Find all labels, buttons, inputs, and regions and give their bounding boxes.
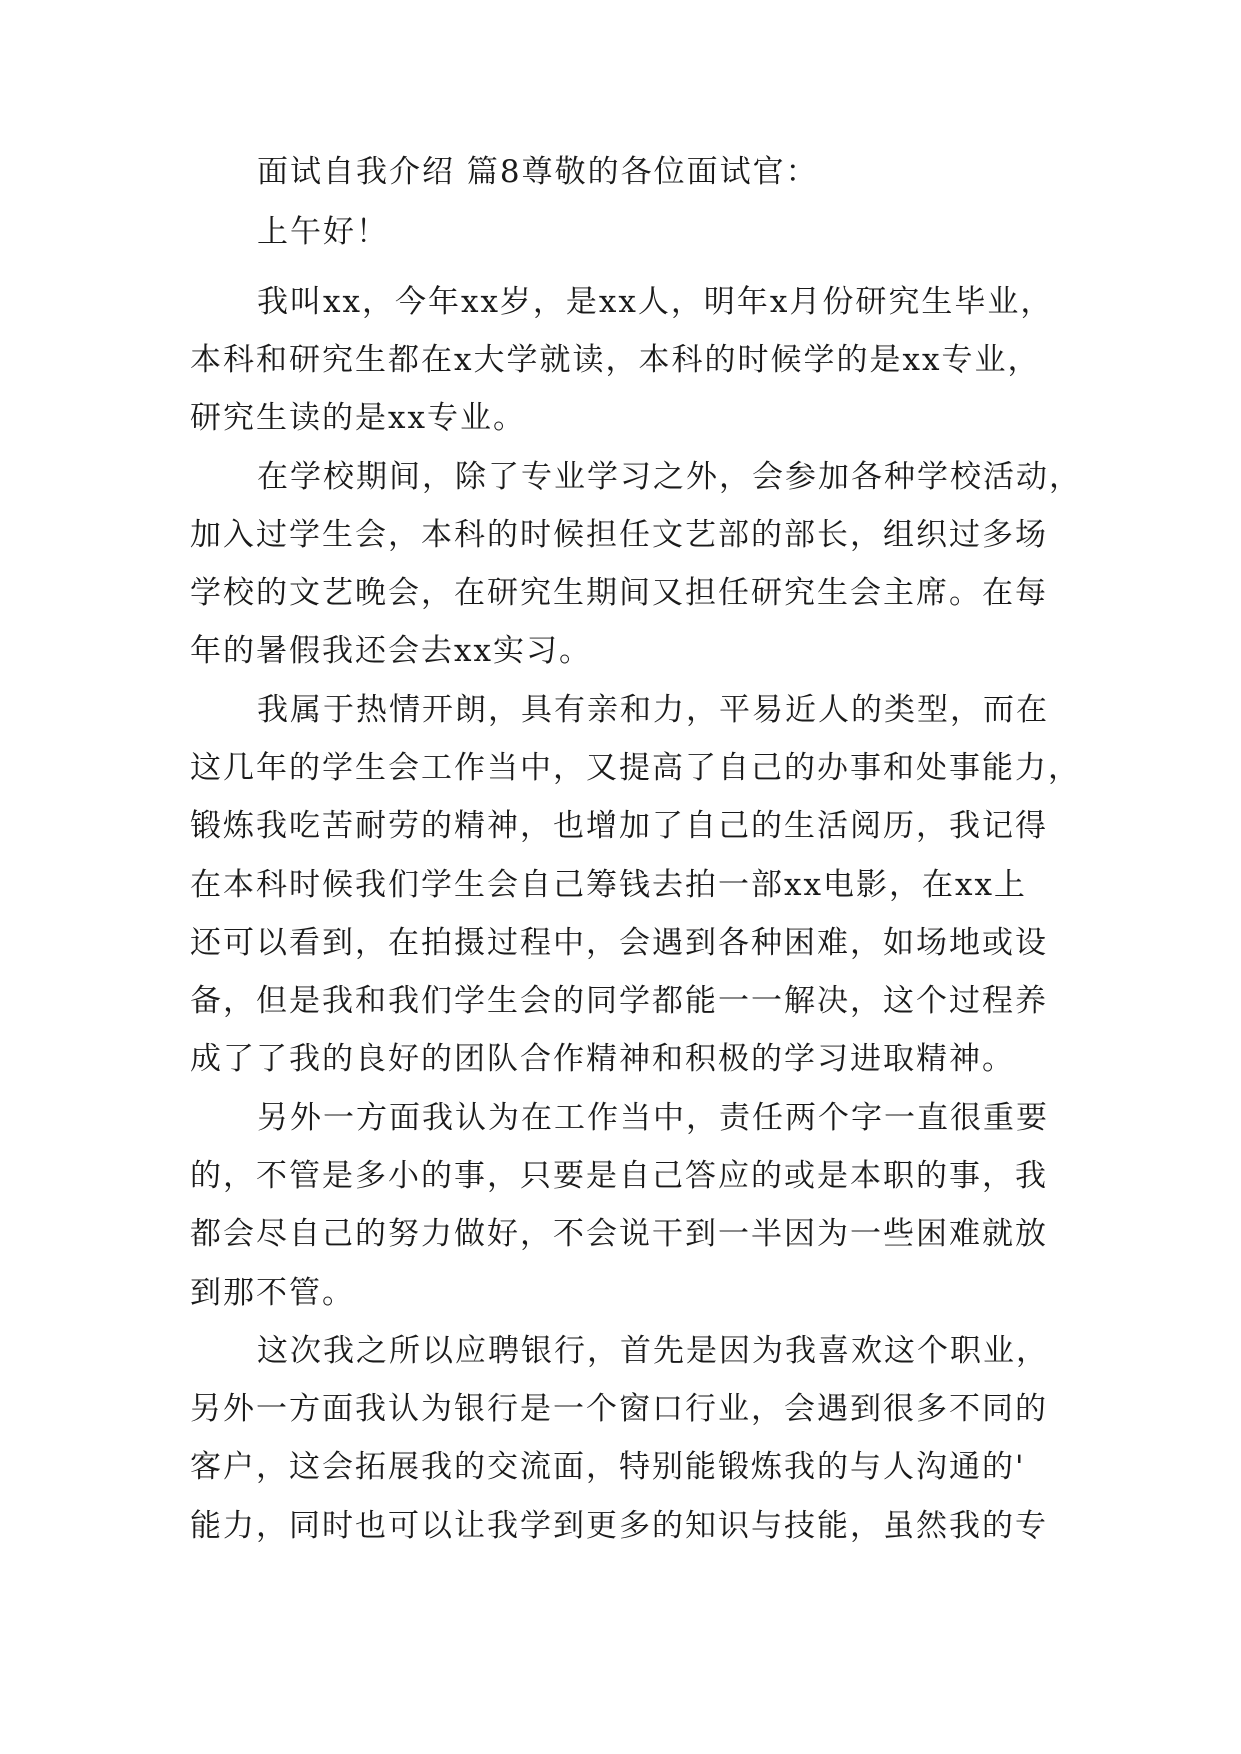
text-line: 这次我之所以应聘银行，首先是因为我喜欢这个职业， — [257, 1333, 1049, 1369]
text-line: 还可以看到，在拍摄过程中，会遇到各种困难，如场地或设 — [190, 925, 1048, 961]
text-line: 的，不管是多小的事，只要是自己答应的或是本职的事，我 — [190, 1158, 1048, 1194]
text-line: 到那不管。 — [190, 1275, 355, 1311]
text-line: 我属于热情开朗，具有亲和力，平易近人的类型，而在 — [257, 692, 1049, 728]
text-line: 都会尽自己的努力做好，不会说干到一半因为一些困难就放 — [190, 1216, 1048, 1252]
text-line: 另外一方面我认为银行是一个窗口行业，会遇到很多不同的 — [190, 1391, 1048, 1427]
text-line: 加入过学生会，本科的时候担任文艺部的部长，组织过多场 — [190, 517, 1048, 553]
text-line: 面试自我介绍 篇8尊敬的各位面试官： — [257, 154, 819, 190]
text-line: 锻炼我吃苦耐劳的精神，也增加了自己的生活阅历，我记得 — [190, 808, 1048, 844]
text-line: 成了了我的良好的团队合作精神和积极的学习进取精神。 — [190, 1041, 1015, 1077]
text-line: 上午好！ — [257, 214, 389, 250]
text-line: 备，但是我和我们学生会的同学都能一一解决，这个过程养 — [190, 983, 1048, 1019]
text-line: 年的暑假我还会去xx实习。 — [190, 633, 592, 669]
text-line: 在学校期间，除了专业学习之外，会参加各种学校活动， — [257, 459, 1082, 495]
text-line: 这几年的学生会工作当中，又提高了自己的办事和处事能力， — [190, 750, 1081, 786]
text-line: 本科和研究生都在x大学就读，本科的时候学的是xx专业， — [190, 342, 1041, 378]
text-line: 我叫xx，今年xx岁，是xx人，明年x月份研究生毕业， — [257, 284, 1054, 320]
text-line: 在本科时候我们学生会自己筹钱去拍一部xx电影，在xx上 — [190, 867, 1027, 903]
text-line: 能力，同时也可以让我学到更多的知识与技能，虽然我的专 — [190, 1508, 1048, 1544]
text-line: 客户，这会拓展我的交流面，特别能锻炼我的与人沟通的' — [190, 1449, 1026, 1485]
text-line: 研究生读的是xx专业。 — [190, 400, 526, 436]
text-line: 另外一方面我认为在工作当中，责任两个字一直很重要 — [257, 1100, 1049, 1136]
text-line: 学校的文艺晚会，在研究生期间又担任研究生会主席。在每 — [190, 575, 1048, 611]
